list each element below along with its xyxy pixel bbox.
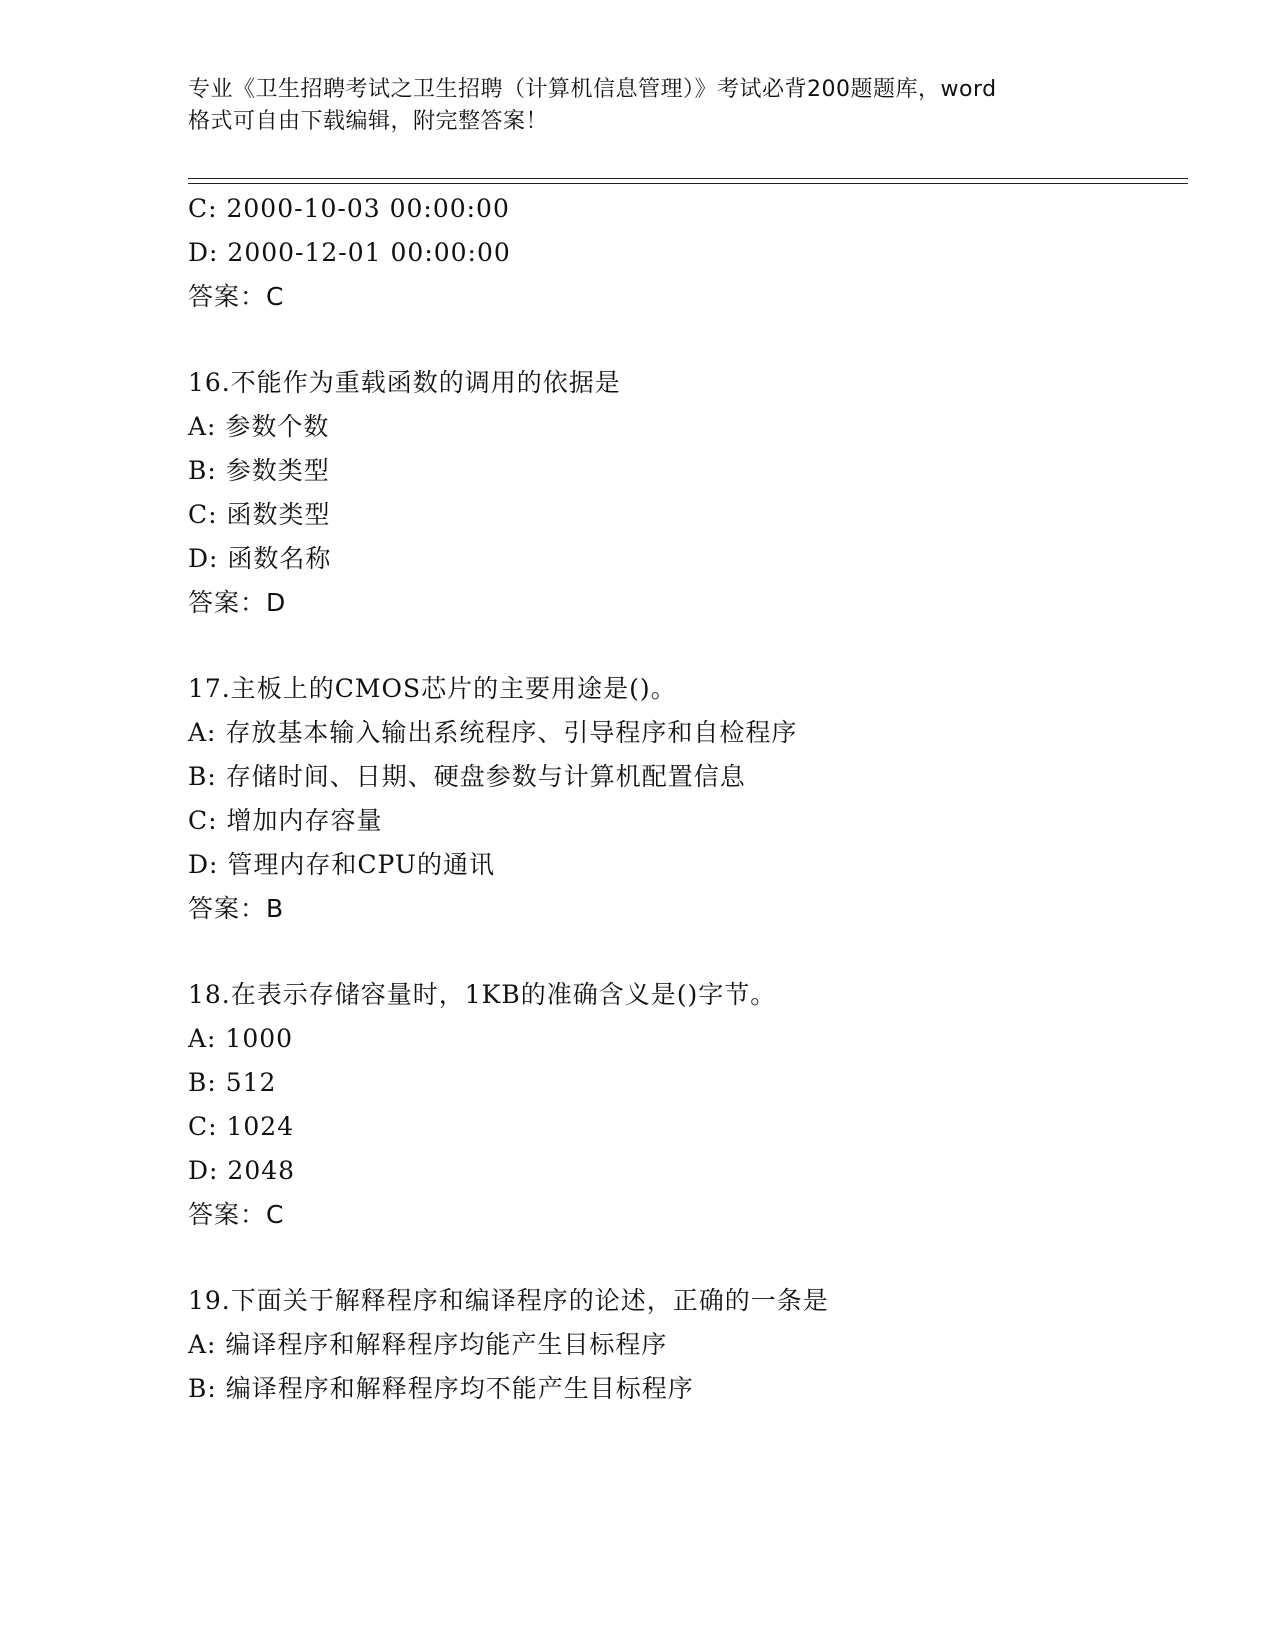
- option-d: D: 函数名称: [188, 544, 332, 573]
- option-d: D: 2000-12-01 00:00:00: [188, 238, 511, 267]
- question-18-stem: 18.在表示存储容量时，1KB的准确含义是()字节。: [188, 980, 777, 1009]
- option-a: A: 编译程序和解释程序均能产生目标程序: [188, 1330, 668, 1359]
- question-16-stem: 16.不能作为重载函数的调用的依据是: [188, 368, 621, 397]
- option-c: C: 2000-10-03 00:00:00: [188, 194, 510, 223]
- header-divider-bottom: [188, 183, 1188, 184]
- question-17-stem: 17.主板上的CMOS芯片的主要用途是()。: [188, 674, 677, 703]
- header-line-2: 格式可自由下载编辑，附完整答案！: [188, 109, 549, 134]
- option-b: B: 编译程序和解释程序均不能产生目标程序: [188, 1374, 694, 1403]
- option-c: C: 增加内存容量: [188, 806, 383, 835]
- header-divider-top: [188, 178, 1188, 179]
- option-a: A: 存放基本输入输出系统程序、引导程序和自检程序: [188, 718, 798, 747]
- option-c: C: 函数类型: [188, 500, 331, 529]
- answer: 答案：D: [188, 588, 287, 617]
- document-header: [188, 74, 1088, 138]
- option-b: B: 512: [188, 1068, 277, 1097]
- answer: 答案：B: [188, 894, 285, 923]
- option-a: A: 1000: [188, 1024, 294, 1053]
- option-b: B: 参数类型: [188, 456, 330, 485]
- answer: 答案：C: [188, 282, 285, 311]
- option-d: D: 管理内存和CPU的通讯: [188, 850, 495, 879]
- header-line-1: 专业《卫生招聘考试之卫生招聘（计算机信息管理）》考试必背200题题库，word: [188, 77, 997, 102]
- option-d: D: 2048: [188, 1156, 296, 1185]
- answer: 答案：C: [188, 1200, 285, 1229]
- question-19-stem: 19.下面关于解释程序和编译程序的论述，正确的一条是: [188, 1286, 829, 1315]
- option-b: B: 存储时间、日期、硬盘参数与计算机配置信息: [188, 762, 746, 791]
- option-c: C: 1024: [188, 1112, 295, 1141]
- option-a: A: 参数个数: [188, 412, 330, 441]
